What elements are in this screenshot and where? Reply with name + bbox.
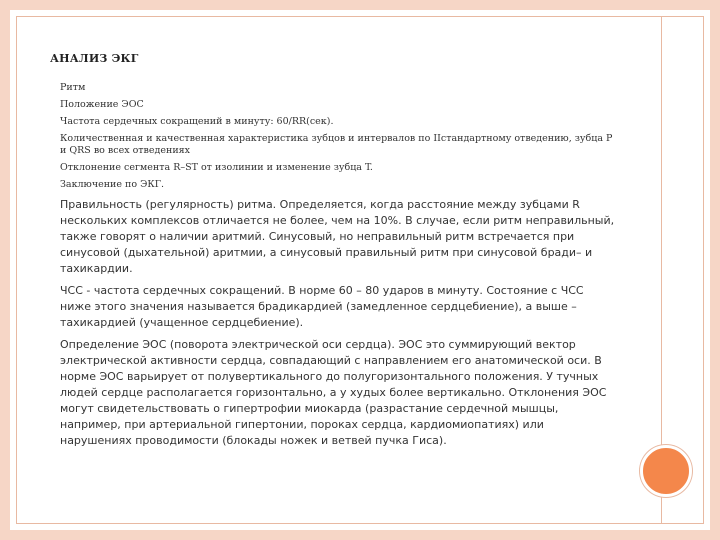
list-item (36, 99, 616, 111)
slide-title: АНАЛИЗ ЭКГ (50, 52, 139, 65)
list-item (36, 283, 616, 331)
list-item-text: Ритм (60, 82, 86, 93)
list-item-text: Частота сердечных сокращений в минуту: 60/RR(сек). (60, 116, 334, 127)
list-item-text: Правильность (регулярность) ритма. Определяется, когда расстояние между зубцами R нескольких комплексов отличается не более, чем на 10%. В случае, если ритм неправильный, также говорят о наличии аритмий. Синусовый, но неправильный ритм встречается при синусовой (дыхательной) аритмии, а синусовый правильный ритм при синусовой бради– и тахикардии. (60, 198, 615, 275)
orange-circle-decoration (640, 445, 692, 497)
list-item-text: ЧСС - частота сердечных сокращений. В норме 60 – 80 ударов в минуту. Состояние с ЧСС ниже этого значения называется брадикардией (замедленное сердцебиение), а выше – тахикардией (учащенное сердцебиение). (60, 284, 584, 329)
list-item-text: Количественная и качественная характеристика зубцов и интервалов по IIстандартному отведению, зубца P и QRS во всех отведениях (60, 133, 613, 156)
bullet-list (36, 82, 616, 449)
list-item-text: Положение ЭОС (60, 99, 144, 110)
list-item (36, 179, 616, 191)
list-item (36, 116, 616, 128)
list-item (36, 82, 616, 94)
list-item (36, 337, 616, 449)
list-item (36, 162, 616, 174)
list-item (36, 133, 616, 157)
list-item-text: Заключение по ЭКГ. (60, 179, 165, 190)
list-item (36, 197, 616, 277)
list-item-text: Определение ЭОС (поворота электрической оси сердца). ЭОС это суммирующий вектор электрической активности сердца, совпадающий с направлением его анатомической оси. В норме ЭОС варьирует от полувертикального до полугоризонтального положения. У тучных людей сердце располагается горизонтально, а у худых более вертикально. Отклонения ЭОС могут свидетельствовать о гипертрофии миокарда (разрастание сердечной мышцы, например, при артериальной гипертонии, пороках сердца, кардиомиопатиях) или нарушениях проводимости (блокады ножек и ветвей пучка Гиса). (60, 338, 607, 447)
list-item-text: Отклонение сегмента R–ST от изолинии и изменение зубца T. (60, 162, 373, 173)
